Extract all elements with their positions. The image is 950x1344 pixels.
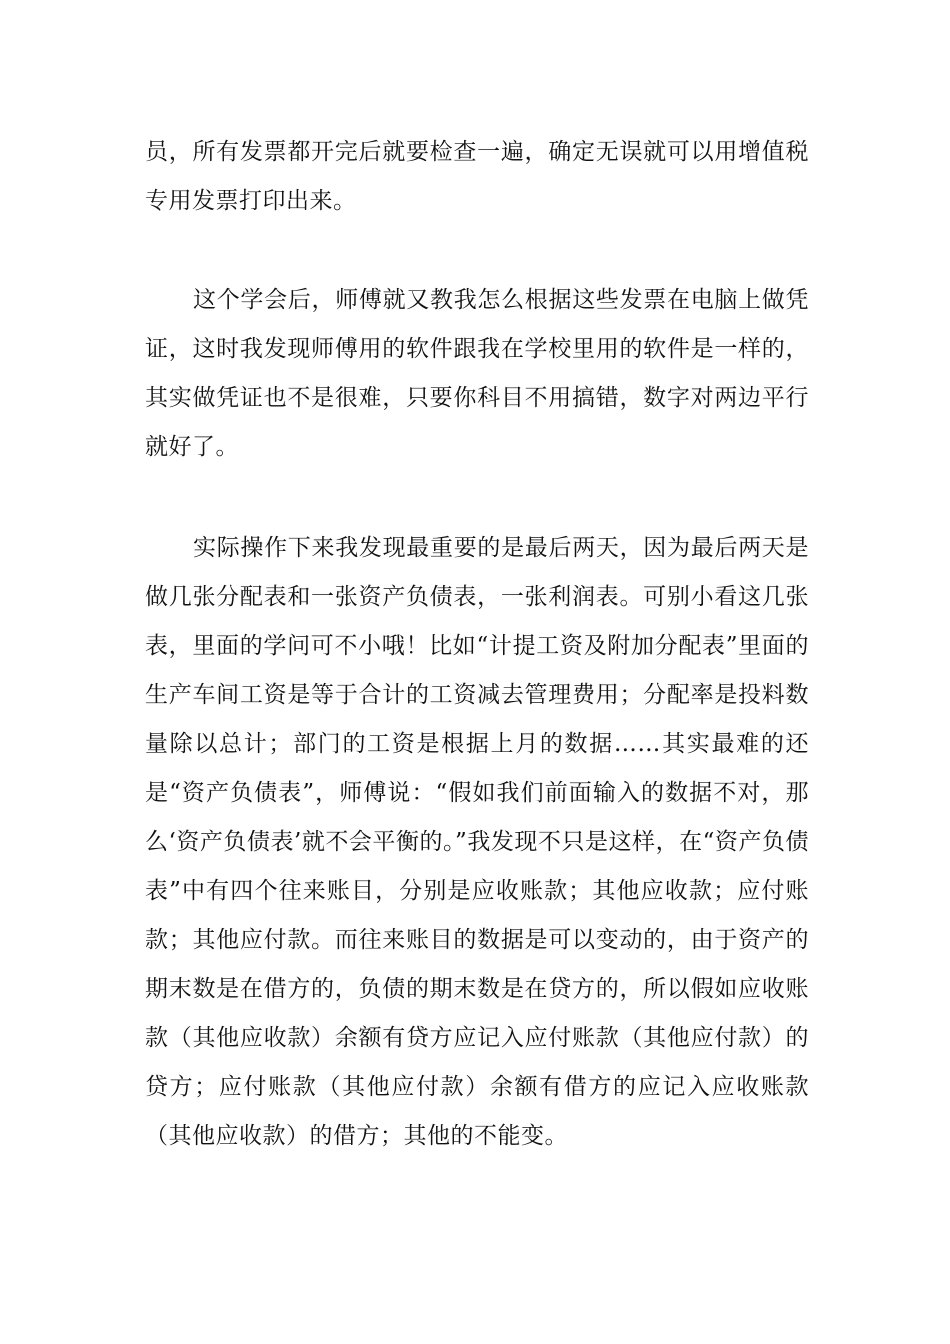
paragraph-continuation: 员，所有发票都开完后就要检查一遍，确定无误就可以用增值税专用发票打印出来。 xyxy=(145,139,809,214)
paragraph-voucher: 这个学会后，师傅就又教我怎么根据这些发票在电脑上做凭证，这时我发现师傅用的软件跟我在学校里用的软件是一样的，其实做凭证也不是很难，只要你科目不用搞错，数字对两边平行就好了。 xyxy=(145,287,809,460)
paragraph-financial-statements: 实际操作下来我发现最重要的是最后两天，因为最后两天是做几张分配表和一张资产负债表，一张利润表。可别小看这几张表，里面的学问可不小哦！比如“计提工资及附加分配表”里面的生产车间工资是等于合计的工资减去管理费用；分配率是投料数量除以总计；部门的工资是根据上月的数据……其实最难的还是“资产负债表”，师傅说：“假如我们前面输入的数据不对，那么‘资产负债表’就不会平衡的。”我发现不只是这样，在“资产负债表”中有四个往来账目，分别是应收账款；其他应收款；应付账款；其他应付款。而往来账目的数据是可以变动的，由于资产的期末数是在借方的，负债的期末数是在贷方的，所以假如应收账款（其他应收款）余额有贷方应记入应付账款（其他应付款）的贷方；应付账款（其他应付款）余额有借方的应记入应收账款（其他应收款）的借方；其他的不能变。 xyxy=(145,535,809,1149)
